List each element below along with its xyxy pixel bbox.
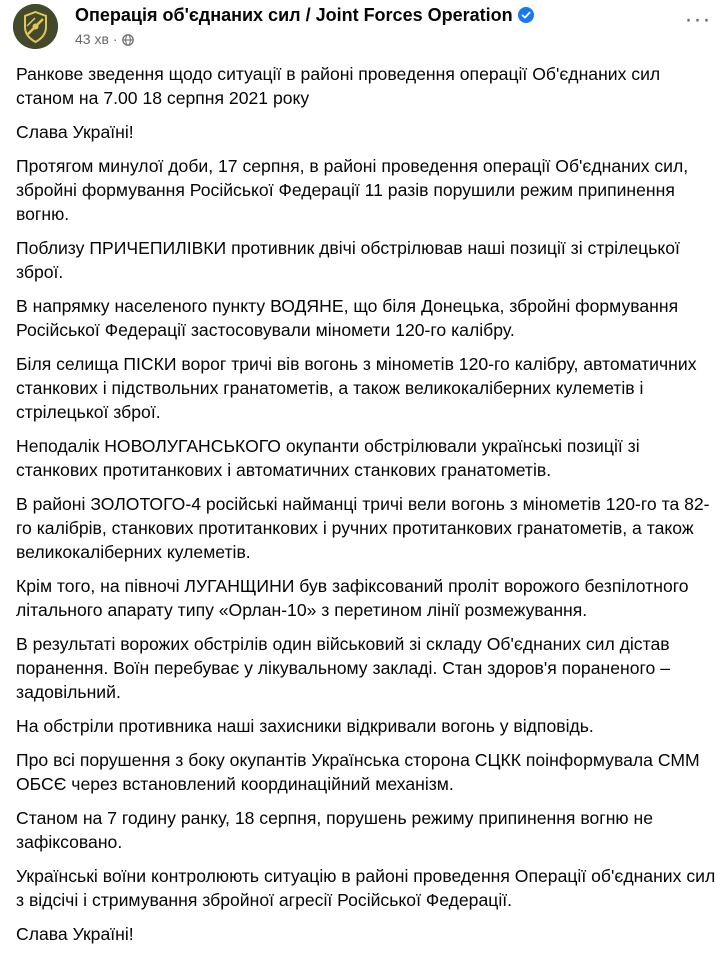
- more-options-button[interactable]: [680, 6, 716, 40]
- page-avatar[interactable]: [13, 4, 58, 49]
- post-paragraph: Поблизу ПРИЧЕПИЛІВКИ противник двічі обстрілював наші позиції зі стрілецької зброї.: [16, 238, 680, 282]
- post-paragraph: Біля селища ПІСКИ ворог тричі вів вогонь з мінометів 120-го калібру, автоматичних станкових і підствольних гранатометів, а також великокаліберних кулеметів і стрілецької зброї.: [16, 354, 697, 422]
- post-meta: [75, 30, 134, 48]
- meta-separator: ·: [112, 31, 118, 47]
- post-paragraph: В районі ЗОЛОТОГО-4 російські найманці тричі вели вогонь з мінометів 120-го та 82-го калібрів, станкових протитанкових і ручних протитанкових гранатометів, а також великокаліберних кулеметів.: [16, 494, 710, 562]
- post-paragraph: Станом на 7 годину ранку, 18 серпня, порушень режиму припинення вогню не зафіксовано.: [16, 808, 653, 852]
- verified-badge-icon: [518, 7, 534, 23]
- post-body: [16, 62, 716, 956]
- post-paragraph: Слава Україні!: [16, 122, 134, 142]
- post-timestamp[interactable]: 43 хв: [75, 31, 109, 47]
- post-paragraph: Слава Україні!: [16, 924, 134, 944]
- post-paragraph: Протягом минулої доби, 17 серпня, в районі проведення операції Об'єднаних сил, збройні формування Російської Федерації 11 разів порушили режим припинення вогню.: [16, 156, 689, 224]
- page-name-link[interactable]: [75, 4, 534, 26]
- post-paragraph: Неподалік НОВОЛУГАНСЬКОГО окупанти обстрілювали українські позиції зі станкових протитанкових і автоматичних станкових гранатометів.: [16, 436, 640, 480]
- post-paragraph: Українські воїни контролюють ситуацію в районі проведення Операції об'єднаних сил з відсічі і стримування збройної агресії Російської Федерації.: [16, 866, 716, 910]
- post-paragraph: На обстріли противника наші захисники відкривали вогонь у відповідь.: [16, 716, 594, 736]
- post-paragraph: Про всі порушення з боку окупантів Українська сторона СЦКК поінформувала СММ ОБСЄ через встановлений координаційний механізм.: [16, 750, 700, 794]
- globe-icon[interactable]: [122, 34, 134, 46]
- post-paragraph: Крім того, на півночі ЛУГАНЩИНИ був зафіксований проліт ворожого безпілотного літального апарату типу «Орлан-10» з перетином лінії розмежування.: [16, 576, 689, 620]
- post-paragraph: В напрямку населеного пункту ВОДЯНЕ, що біля Донецька, збройні формування Російської Федерації застосовували міномети 120-го калібру.: [16, 296, 679, 340]
- more-options-icon: ···: [684, 6, 712, 33]
- post-paragraph: Ранкове зведення щодо ситуації в районі проведення операції Об'єднаних сил станом на 7.00 18 серпня 2021 року: [16, 64, 661, 108]
- post-paragraph: В результаті ворожих обстрілів один військовий зі складу Об'єднаних сил дістав поранення. Воїн перебуває у лікувальному закладі. Стан здоров'я пораненого – задовільний.: [16, 634, 670, 702]
- joint-forces-emblem-icon: [13, 4, 58, 49]
- post-header: [0, 0, 726, 60]
- page-name-text: Операція об'єднаних сил / Joint Forces Operation: [75, 5, 513, 25]
